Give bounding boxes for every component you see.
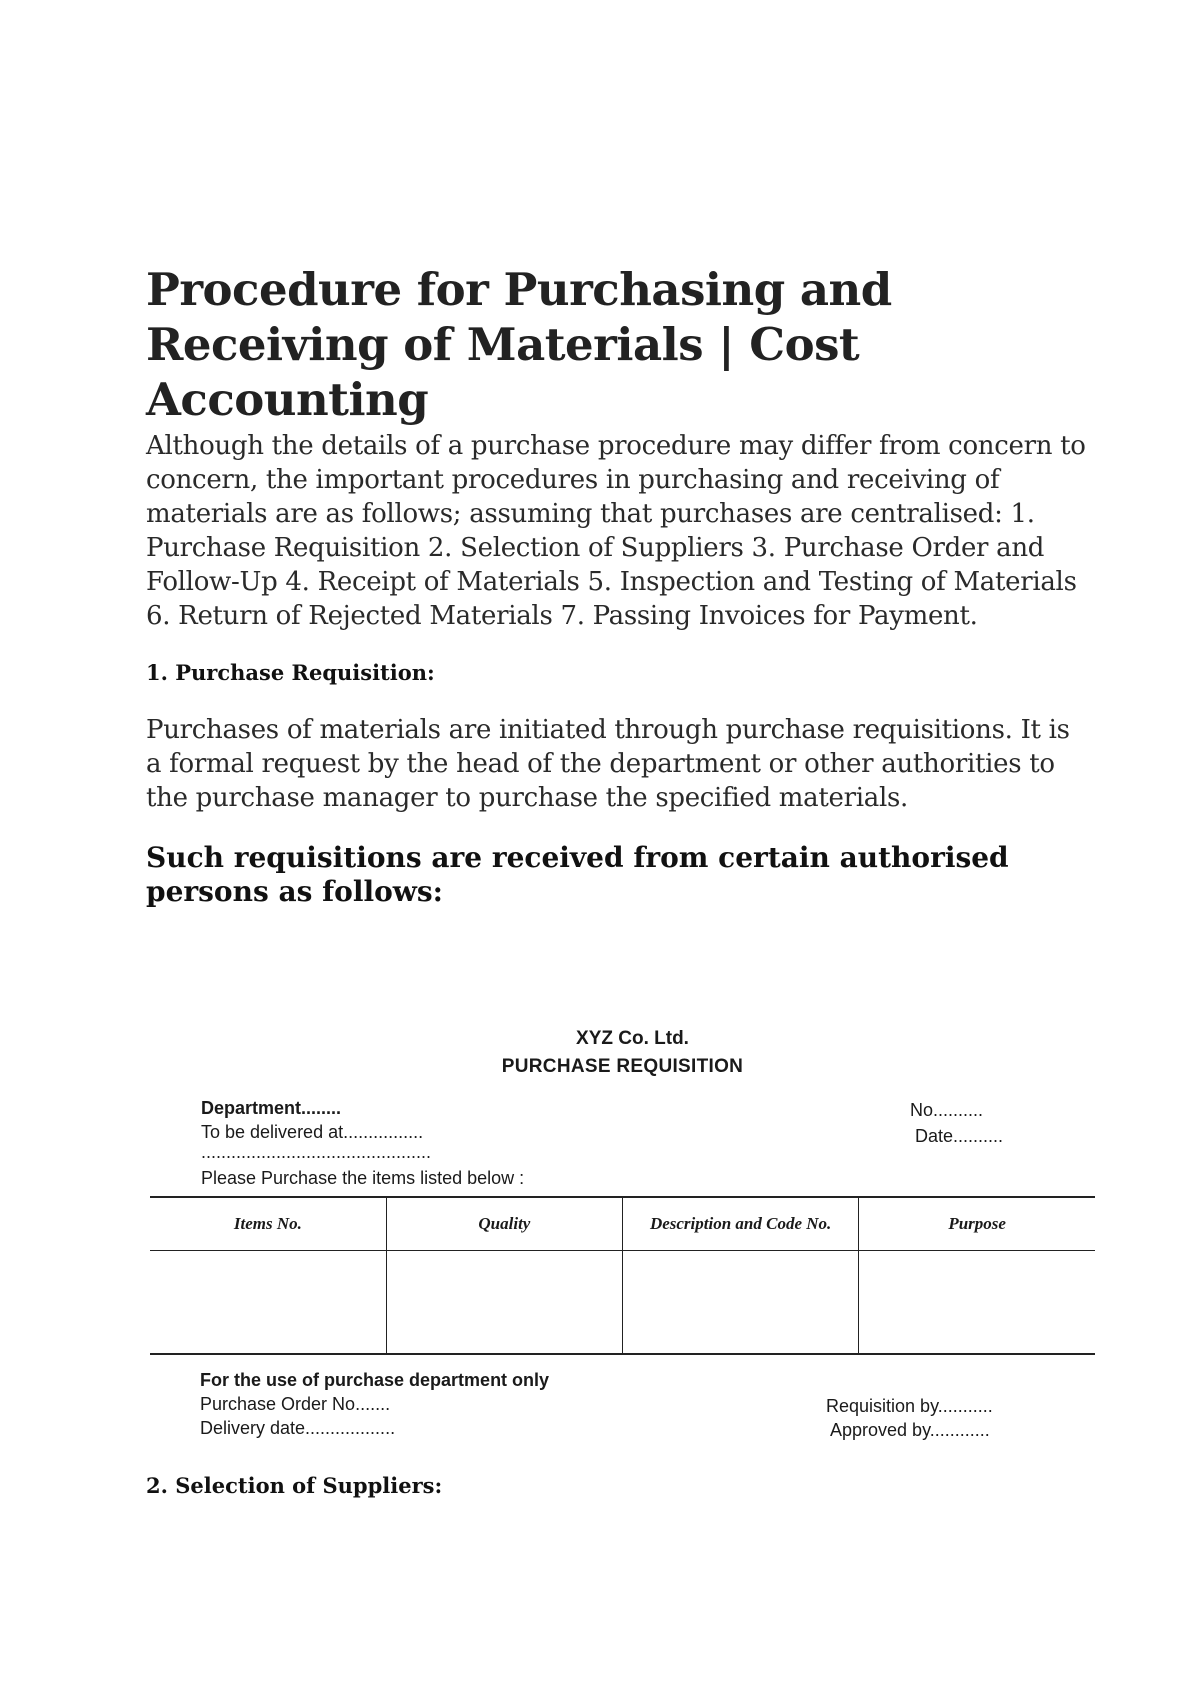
form-delivery-date-field: Delivery date.................. xyxy=(200,1418,396,1438)
column-header-quality: Quality xyxy=(386,1197,622,1251)
article-continuation xyxy=(146,1472,1086,1500)
table-cell xyxy=(623,1251,859,1355)
form-requisition-by-field: Requisition by........... xyxy=(826,1396,993,1416)
intro-paragraph: Although the details of a purchase procedure may differ from concern to concern, the important procedures in purchasing and receiving of materials are as follows; assuming that purchases are centralised: 1. Purchase Requisition 2. Selection of Suppliers 3. Purchase Order and Follow-Up 4. Receipt of Materials 5. Inspection and Testing of Materials 6. Return of Rejected Materials 7. Passing Invoices for Payment. xyxy=(146,431,1086,631)
form-delivered-at-field: To be delivered at................ xyxy=(201,1122,424,1142)
section-heading-purchase-requisition: 1. Purchase Requisition: xyxy=(146,660,435,685)
form-date-field: Date.......... xyxy=(915,1126,1004,1146)
purchase-requisition-form xyxy=(150,1028,1095,1448)
form-title: PURCHASE REQUISITION xyxy=(501,1056,744,1077)
form-items-table xyxy=(150,1196,1095,1355)
column-header-purpose: Purpose xyxy=(859,1197,1095,1251)
table-cell xyxy=(150,1251,386,1355)
form-number-field: No.......... xyxy=(910,1100,984,1120)
form-approved-by-field: Approved by............ xyxy=(830,1420,990,1440)
table-row xyxy=(150,1251,1095,1355)
form-footer-heading: For the use of purchase department only xyxy=(200,1370,550,1390)
column-header-items-no: Items No. xyxy=(150,1197,386,1251)
form-delivered-at-continuation: .............................................. xyxy=(201,1142,432,1162)
article-title: Procedure for Purchasing and Receiving of Materials | Cost Accounting xyxy=(146,263,892,426)
column-header-description: Description and Code No. xyxy=(623,1197,859,1251)
purchase-requisition-paragraph: Purchases of materials are initiated through purchase requisitions. It is a formal request by the head of the department or other authorities to the purchase manager to purchase the specified materials. xyxy=(146,715,1070,813)
form-department-field: Department........ xyxy=(201,1098,342,1118)
table-cell xyxy=(859,1251,1095,1355)
requisition-subheading: Such requisitions are received from certain authorised persons as follows: xyxy=(146,841,1009,908)
article xyxy=(146,262,1086,909)
section-heading-selection-of-suppliers: 2. Selection of Suppliers: xyxy=(146,1473,443,1498)
form-company-name: XYZ Co. Ltd. xyxy=(576,1028,689,1049)
table-header-row xyxy=(150,1197,1095,1251)
form-instruction: Please Purchase the items listed below : xyxy=(201,1168,525,1188)
form-purchase-order-field: Purchase Order No....... xyxy=(200,1394,391,1414)
table-cell xyxy=(386,1251,622,1355)
